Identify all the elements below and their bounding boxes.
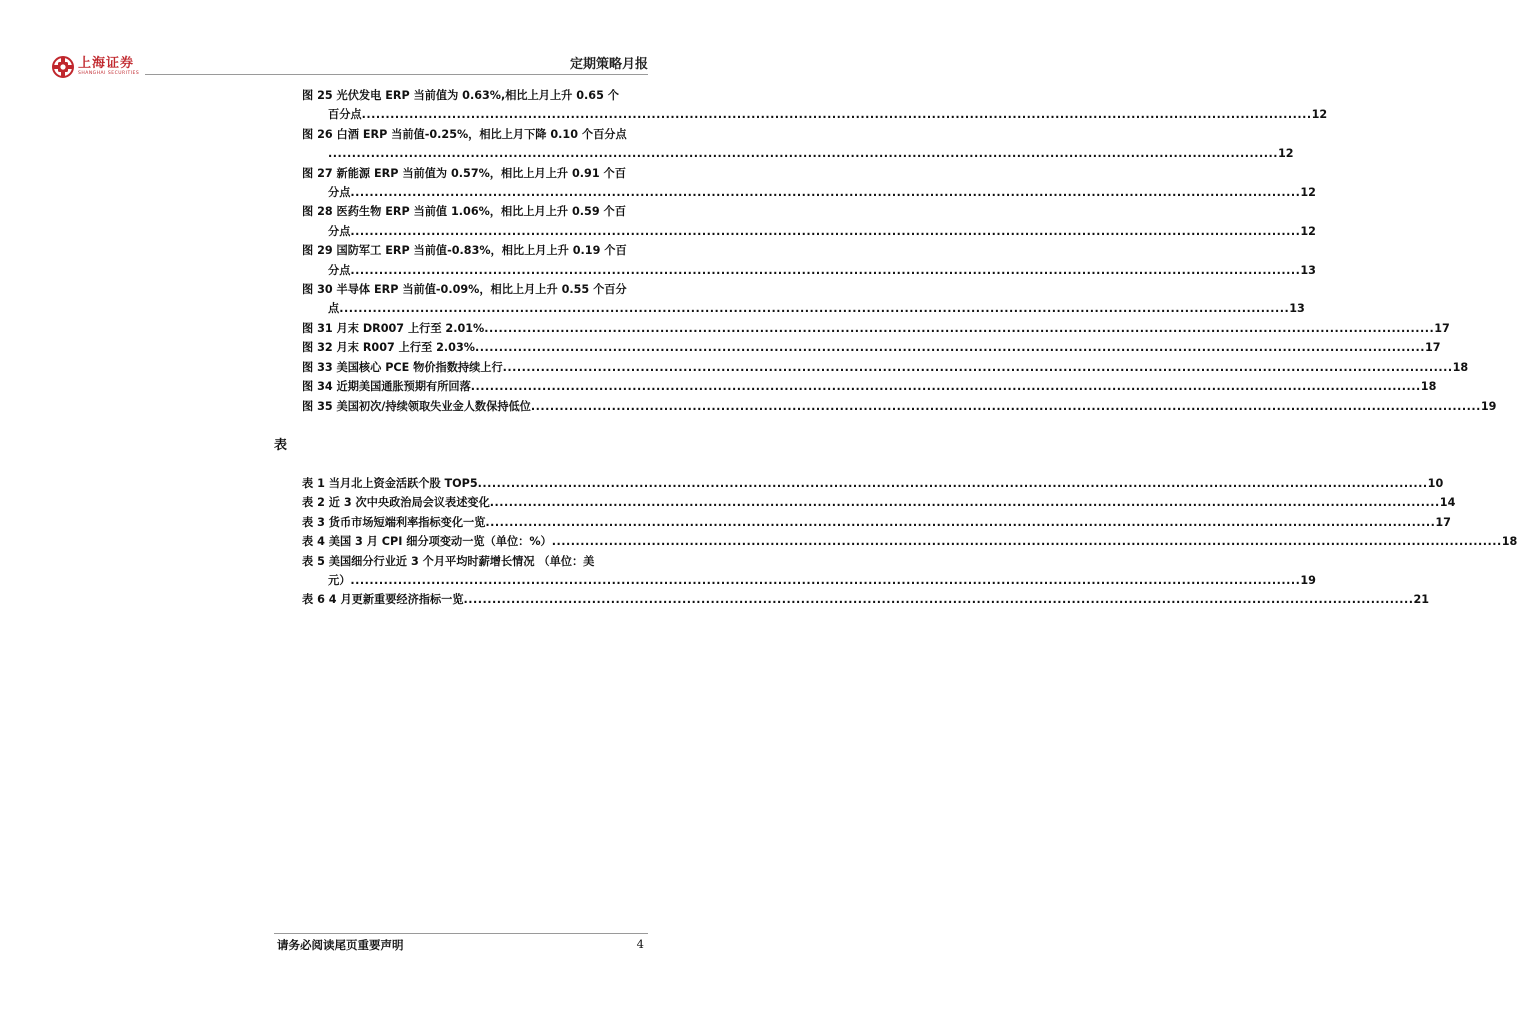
entry-title: 表 3 货币市场短端利率指标变化一览 (302, 515, 486, 529)
entry-page-number: 12 (1300, 186, 1316, 200)
table-index-entry[interactable] (302, 552, 1316, 591)
report-type-title: 定期策略月报 (569, 57, 648, 72)
entry-page-number: 17 (1435, 515, 1451, 529)
entry-page-number: 12 (1311, 108, 1328, 122)
entry-title: 表 6 4 月更新重要经济指标一览 (302, 593, 464, 607)
figure-index-entry[interactable] (302, 338, 1441, 357)
entry-title: 图 28 医药生物 ERP 当前值 1.06%，相比上月上升 0.59 个百 (302, 205, 626, 219)
entry-title: 表 2 近 3 次中央政治局会议表述变化 (302, 496, 490, 510)
dot-leader: ........................................................................................................................................................................................................ (350, 574, 1301, 588)
entry-page-number: 17 (1424, 341, 1441, 355)
entry-title: 百分点 (328, 108, 362, 122)
entry-title: 图 27 新能源 ERP 当前值为 0.57%，相比上月上升 0.91 个百 (302, 166, 626, 180)
dot-leader: ........................................................................................................................................................................................................ (474, 341, 1425, 355)
figure-index-entry[interactable] (302, 280, 1305, 319)
dot-leader: ........................................................................................................................................................................................................ (502, 360, 1453, 374)
entry-title: 图 30 半导体 ERP 当前值-0.09%，相比上月上升 0.55 个百分 (302, 283, 627, 297)
entry-title: 分点 (328, 224, 351, 238)
figure-index-list (302, 86, 1497, 416)
dot-leader: ........................................................................................................................................................................................................ (350, 186, 1301, 200)
entry-page-number: 13 (1300, 263, 1316, 277)
entry-title: 点 (328, 302, 340, 316)
dot-leader: ........................................................................................................................................................................................................ (484, 321, 1435, 335)
dot-leader: ........................................................................................................................................................................................................ (328, 147, 1278, 161)
entry-page-number: 21 (1413, 593, 1430, 607)
table-index-entry[interactable] (302, 493, 1456, 512)
entry-title: 图 33 美国核心 PCE 物价指数持续上行 (302, 360, 503, 374)
entry-title: 分点 (328, 263, 351, 277)
figure-index-entry[interactable] (302, 241, 1316, 280)
dot-leader: ........................................................................................................................................................................................................ (530, 399, 1481, 413)
entry-title: 图 29 国防军工 ERP 当前值-0.83%，相比上月上升 0.19 个百 (302, 244, 627, 258)
entry-page-number: 10 (1427, 477, 1444, 490)
entry-page-number: 12 (1278, 147, 1294, 161)
entry-title: 图 35 美国初次/持续领取失业金人数保持低位 (302, 399, 531, 413)
entry-page-number: 17 (1434, 321, 1450, 335)
entry-title: 表 1 当月北上资金活跃个股 TOP5 (302, 477, 478, 490)
entry-page-number: 18 (1420, 380, 1437, 394)
logo-name-cn: 上海证券 (78, 56, 135, 72)
figure-index-entry[interactable] (302, 202, 1316, 241)
entry-page-number: 14 (1439, 496, 1456, 510)
figure-index-entry[interactable] (302, 164, 1316, 203)
entry-page-number: 12 (1300, 224, 1316, 238)
entry-page-number: 19 (1300, 574, 1316, 588)
dot-leader: ........................................................................................................................................................................................................ (551, 535, 1502, 549)
figure-index-entry[interactable] (302, 397, 1497, 416)
dot-leader: ........................................................................................................................................................................................................ (361, 108, 1312, 122)
table-index-entry[interactable] (302, 590, 1430, 609)
footer-divider (274, 933, 648, 934)
logo-name-en: SHANGHAI SECURITIES (78, 71, 140, 77)
dot-leader: ........................................................................................................................................................................................................ (463, 593, 1414, 607)
figure-index-entry[interactable] (302, 86, 1328, 125)
entry-title: 图 32 月末 R007 上行至 2.03% (302, 341, 475, 355)
logo-seal-icon (52, 56, 74, 78)
entry-page-number: 13 (1289, 302, 1305, 316)
dot-leader: ........................................................................................................................................................................................................ (339, 302, 1290, 316)
header-divider (145, 74, 648, 75)
figure-index-entry[interactable] (302, 377, 1437, 396)
entry-title: 图 26 白酒 ERP 当前值-0.25%，相比上月下降 0.10 个百分点 (302, 127, 627, 141)
entry-title: 图 34 近期美国通胀预期有所回落 (302, 380, 471, 394)
company-logo (52, 56, 139, 78)
entry-title: 分点 (328, 186, 351, 200)
entry-page-number: 18 (1501, 535, 1517, 549)
figure-index-entry[interactable] (302, 319, 1450, 338)
entry-title: 表 4 美国 3 月 CPI 细分项变动一览（单位：%） (302, 535, 552, 549)
table-index-entry[interactable] (302, 474, 1444, 493)
dot-leader: ........................................................................................................................................................................................................ (350, 263, 1301, 277)
entry-title: 元） (328, 574, 351, 588)
table-index-entry[interactable] (302, 513, 1451, 532)
entry-title: 图 25 光伏发电 ERP 当前值为 0.63%,相比上月上升 0.65 个 (302, 89, 619, 102)
dot-leader: ........................................................................................................................................................................................................ (477, 477, 1428, 490)
entry-title: 图 31 月末 DR007 上行至 2.01% (302, 321, 485, 335)
dot-leader: ........................................................................................................................................................................................................ (485, 515, 1436, 529)
entry-page-number: 18 (1452, 360, 1469, 374)
dot-leader: ........................................................................................................................................................................................................ (470, 380, 1421, 394)
page-header (0, 0, 724, 80)
tables-section-heading: 表 (274, 438, 288, 453)
disclaimer-note: 请务必阅读尾页重要声明 (277, 938, 404, 952)
dot-leader: ........................................................................................................................................................................................................ (489, 496, 1440, 510)
entry-title: 表 5 美国细分行业近 3 个月平均时薪增长情况 （单位：美 (302, 554, 595, 568)
table-index-list (302, 474, 1517, 610)
page-number: 4 (636, 937, 644, 951)
figure-index-entry[interactable] (302, 358, 1469, 377)
entry-page-number: 19 (1480, 399, 1497, 413)
table-index-entry[interactable] (302, 532, 1517, 551)
dot-leader: ........................................................................................................................................................................................................ (350, 224, 1301, 238)
figure-index-entry[interactable] (302, 125, 1294, 164)
